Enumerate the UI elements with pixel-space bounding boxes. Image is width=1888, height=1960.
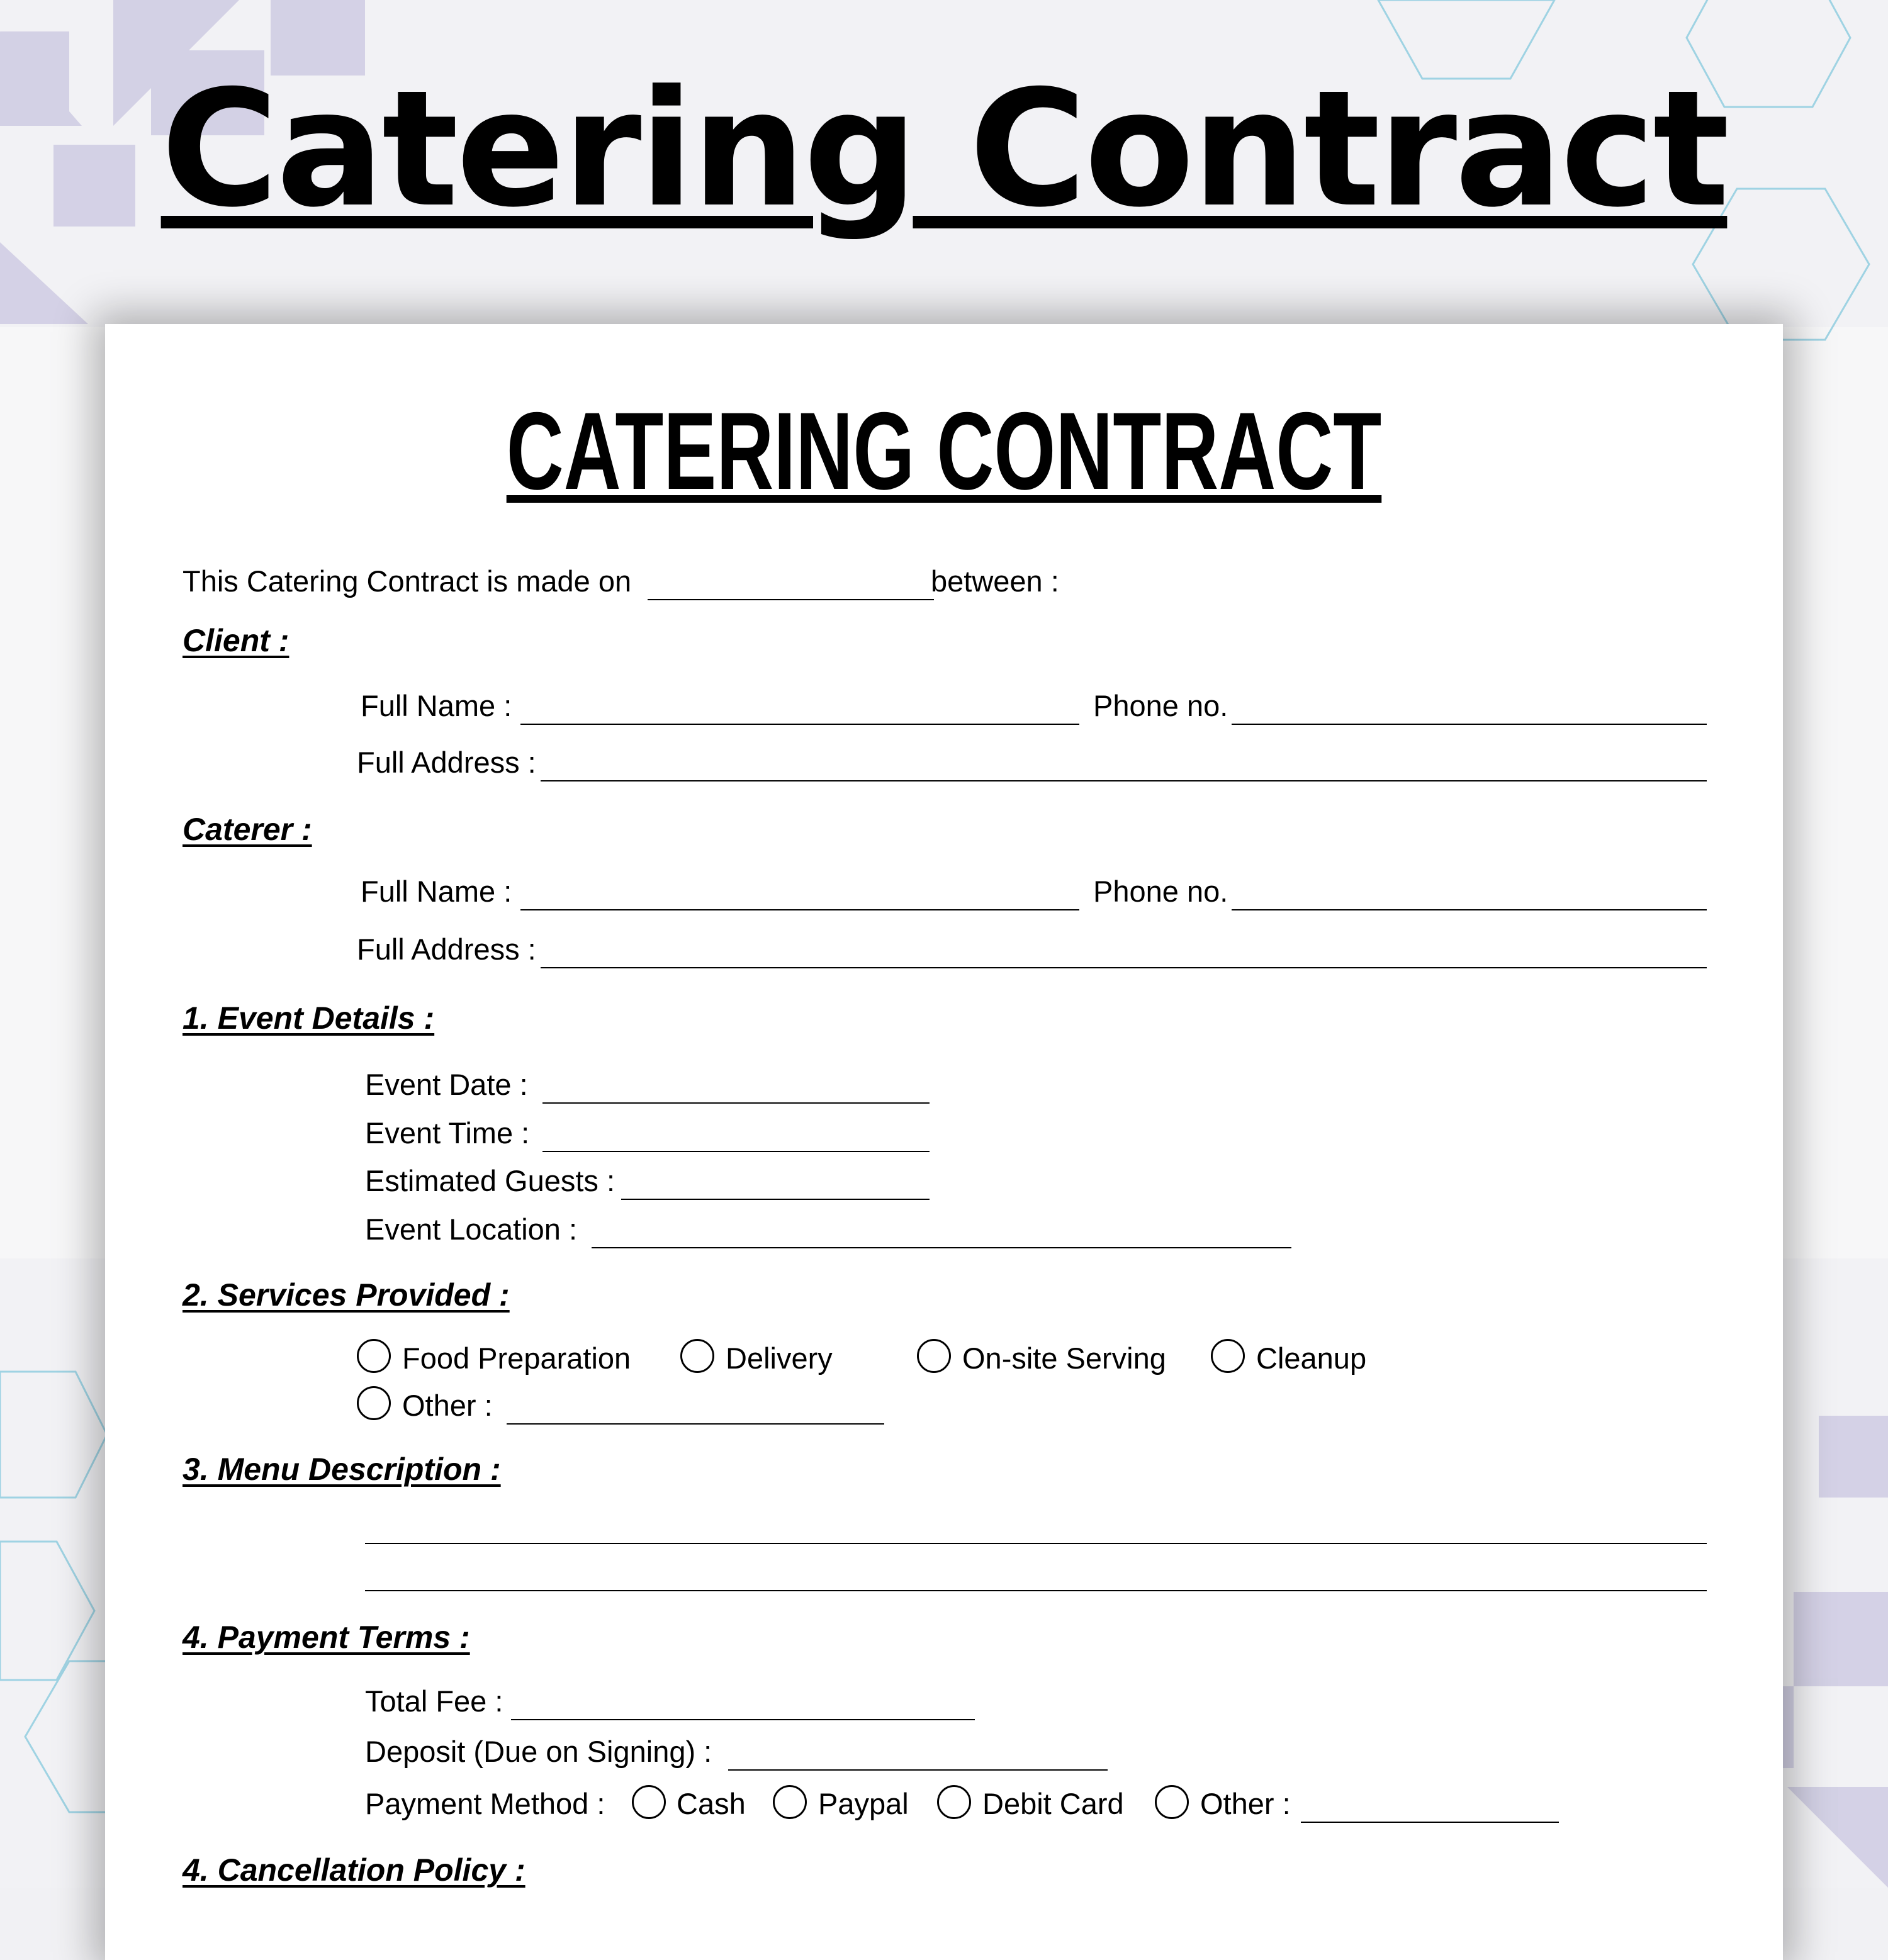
payment-method-label: Payment Method : xyxy=(365,1787,605,1820)
event-location-field[interactable] xyxy=(592,1247,1291,1248)
client-address-field[interactable] xyxy=(541,780,1707,781)
client-full-name-label: Full Name : xyxy=(361,689,512,722)
event-time-field[interactable] xyxy=(542,1151,930,1152)
estimated-guests-label: Estimated Guests : xyxy=(365,1164,615,1197)
debit-card-label: Debit Card xyxy=(982,1787,1124,1820)
form-title: CATERING CONTRACT xyxy=(506,390,1382,513)
cleanup-label: Cleanup xyxy=(1256,1341,1367,1375)
cash-radio[interactable] xyxy=(632,1785,666,1819)
caterer-address-label: Full Address : xyxy=(357,932,536,966)
event-details-heading: 1. Event Details : xyxy=(183,1000,435,1036)
paypal-radio[interactable] xyxy=(773,1785,807,1819)
other-service-radio[interactable] xyxy=(357,1386,391,1420)
event-time-label: Event Time : xyxy=(365,1116,530,1150)
caterer-full-name-label: Full Name : xyxy=(361,875,512,908)
menu-description-heading: 3. Menu Description : xyxy=(183,1452,501,1487)
menu-description-line-2[interactable] xyxy=(365,1590,1707,1591)
intro-text: This Catering Contract is made on xyxy=(183,564,632,598)
caterer-phone-field[interactable] xyxy=(1232,909,1707,910)
contract-date-field[interactable] xyxy=(648,599,934,600)
cleanup-radio[interactable] xyxy=(1211,1339,1245,1373)
other-payment-radio[interactable] xyxy=(1155,1785,1189,1819)
payment-terms-heading: 4. Payment Terms : xyxy=(183,1620,470,1655)
caterer-phone-label: Phone no. xyxy=(1093,875,1228,908)
caterer-full-name-field[interactable] xyxy=(520,909,1079,910)
food-preparation-radio[interactable] xyxy=(357,1339,391,1373)
food-preparation-label: Food Preparation xyxy=(402,1341,631,1375)
total-fee-label: Total Fee : xyxy=(365,1684,503,1718)
client-phone-label: Phone no. xyxy=(1093,689,1228,722)
delivery-radio[interactable] xyxy=(680,1339,714,1373)
paypal-label: Paypal xyxy=(818,1787,909,1820)
delivery-label: Delivery xyxy=(726,1341,833,1375)
debit-card-radio[interactable] xyxy=(937,1785,971,1819)
caterer-heading: Caterer : xyxy=(183,812,312,847)
intro-between: between : xyxy=(931,564,1059,598)
event-location-label: Event Location : xyxy=(365,1212,578,1246)
other-payment-field[interactable] xyxy=(1301,1822,1559,1823)
client-address-label: Full Address : xyxy=(357,746,536,779)
event-date-field[interactable] xyxy=(542,1102,930,1104)
services-heading: 2. Services Provided : xyxy=(183,1277,510,1313)
client-full-name-field[interactable] xyxy=(520,724,1079,725)
caterer-address-field[interactable] xyxy=(541,967,1707,968)
other-service-field[interactable] xyxy=(507,1423,884,1425)
other-payment-label: Other : xyxy=(1200,1787,1291,1820)
client-phone-field[interactable] xyxy=(1232,724,1707,725)
estimated-guests-field[interactable] xyxy=(621,1199,930,1200)
contract-sheet xyxy=(105,324,1783,1960)
other-service-label: Other : xyxy=(402,1389,493,1422)
onsite-serving-label: On-site Serving xyxy=(962,1341,1166,1375)
event-date-label: Event Date : xyxy=(365,1068,528,1101)
total-fee-field[interactable] xyxy=(511,1719,975,1720)
deposit-field[interactable] xyxy=(728,1769,1108,1771)
menu-description-line-1[interactable] xyxy=(365,1543,1707,1544)
client-heading: Client : xyxy=(183,623,289,658)
cancellation-policy-heading: 4. Cancellation Policy : xyxy=(183,1852,525,1888)
deposit-label: Deposit (Due on Signing) : xyxy=(365,1735,712,1768)
banner-title: Catering Contract xyxy=(160,56,1728,243)
cash-label: Cash xyxy=(677,1787,746,1820)
onsite-serving-radio[interactable] xyxy=(917,1339,951,1373)
